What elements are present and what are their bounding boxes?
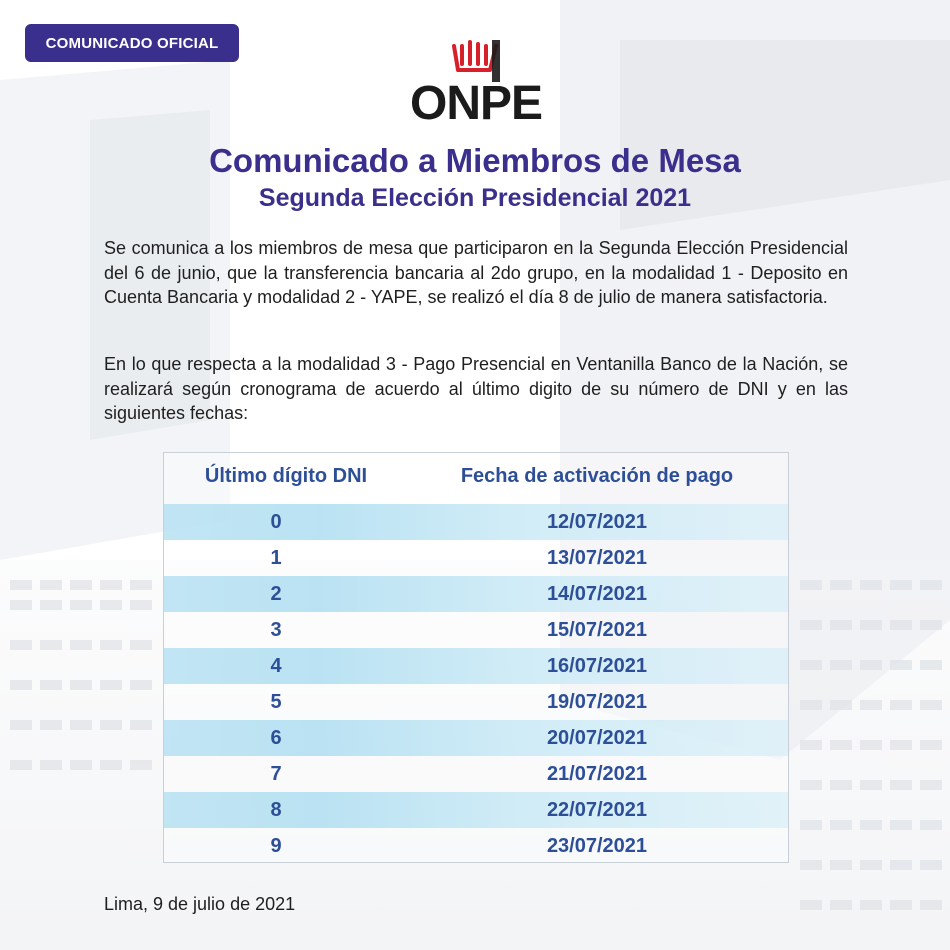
payment-date: 20/07/2021 xyxy=(546,727,648,749)
dni-digit: 9 xyxy=(270,835,282,857)
table-row xyxy=(164,648,788,684)
payment-date: 16/07/2021 xyxy=(546,655,648,677)
table-row xyxy=(164,828,788,864)
table-row xyxy=(164,504,788,540)
header-activation-date: Fecha de activación de pago xyxy=(460,465,734,487)
table-row xyxy=(164,684,788,720)
place-date: Lima, 9 de julio de 2021 xyxy=(104,894,296,914)
paragraph-transfer: Se comunica a los miembros de mesa que participaron en la Segunda Elección Presidencial del 6 de junio, que la transferencia bancaria al 2do grupo, en la modalidad 1 - Deposito en Cuenta Bancaria y modalidad 2 - YAPE, se realizó el día 8 de julio de manera satisfactoria. xyxy=(104,238,848,307)
page-subtitle: Segunda Elección Presidencial 2021 xyxy=(258,184,692,212)
onpe-logo xyxy=(410,36,542,132)
table-body xyxy=(164,504,788,864)
payment-date: 21/07/2021 xyxy=(546,763,648,785)
payment-date: 12/07/2021 xyxy=(546,511,648,533)
dni-digit: 7 xyxy=(270,763,282,785)
dni-digit: 5 xyxy=(270,691,282,713)
table-row xyxy=(164,612,788,648)
dni-digit: 0 xyxy=(270,511,282,533)
payment-date: 19/07/2021 xyxy=(546,691,648,713)
header-last-digit: Último dígito DNI xyxy=(204,465,368,487)
table-row xyxy=(164,792,788,828)
page-title: Comunicado a Miembros de Mesa xyxy=(209,142,741,179)
payment-date: 15/07/2021 xyxy=(546,619,648,641)
payment-date: 22/07/2021 xyxy=(546,799,648,821)
table-row xyxy=(164,720,788,756)
dni-digit: 2 xyxy=(270,583,282,605)
logo-text: ONPE xyxy=(410,77,543,130)
official-badge: COMUNICADO OFICIAL xyxy=(25,24,239,62)
dni-digit: 8 xyxy=(270,799,282,821)
table-row xyxy=(164,576,788,612)
paragraph-schedule: En lo que respecta a la modalidad 3 - Pago Presencial en Ventanilla Banco de la Nación, se realizará según cronograma de acuerdo al último digito de su número de DNI y en las siguientes fechas: xyxy=(104,354,848,423)
table-row xyxy=(164,540,788,576)
payment-date: 23/07/2021 xyxy=(546,835,648,857)
dni-digit: 6 xyxy=(270,727,282,749)
dni-digit: 4 xyxy=(270,655,282,677)
payment-date: 14/07/2021 xyxy=(546,583,648,605)
payment-date: 13/07/2021 xyxy=(546,547,648,569)
payment-schedule-table xyxy=(163,452,789,863)
table-row xyxy=(164,756,788,792)
dni-digit: 1 xyxy=(270,547,282,569)
dni-digit: 3 xyxy=(270,619,282,641)
